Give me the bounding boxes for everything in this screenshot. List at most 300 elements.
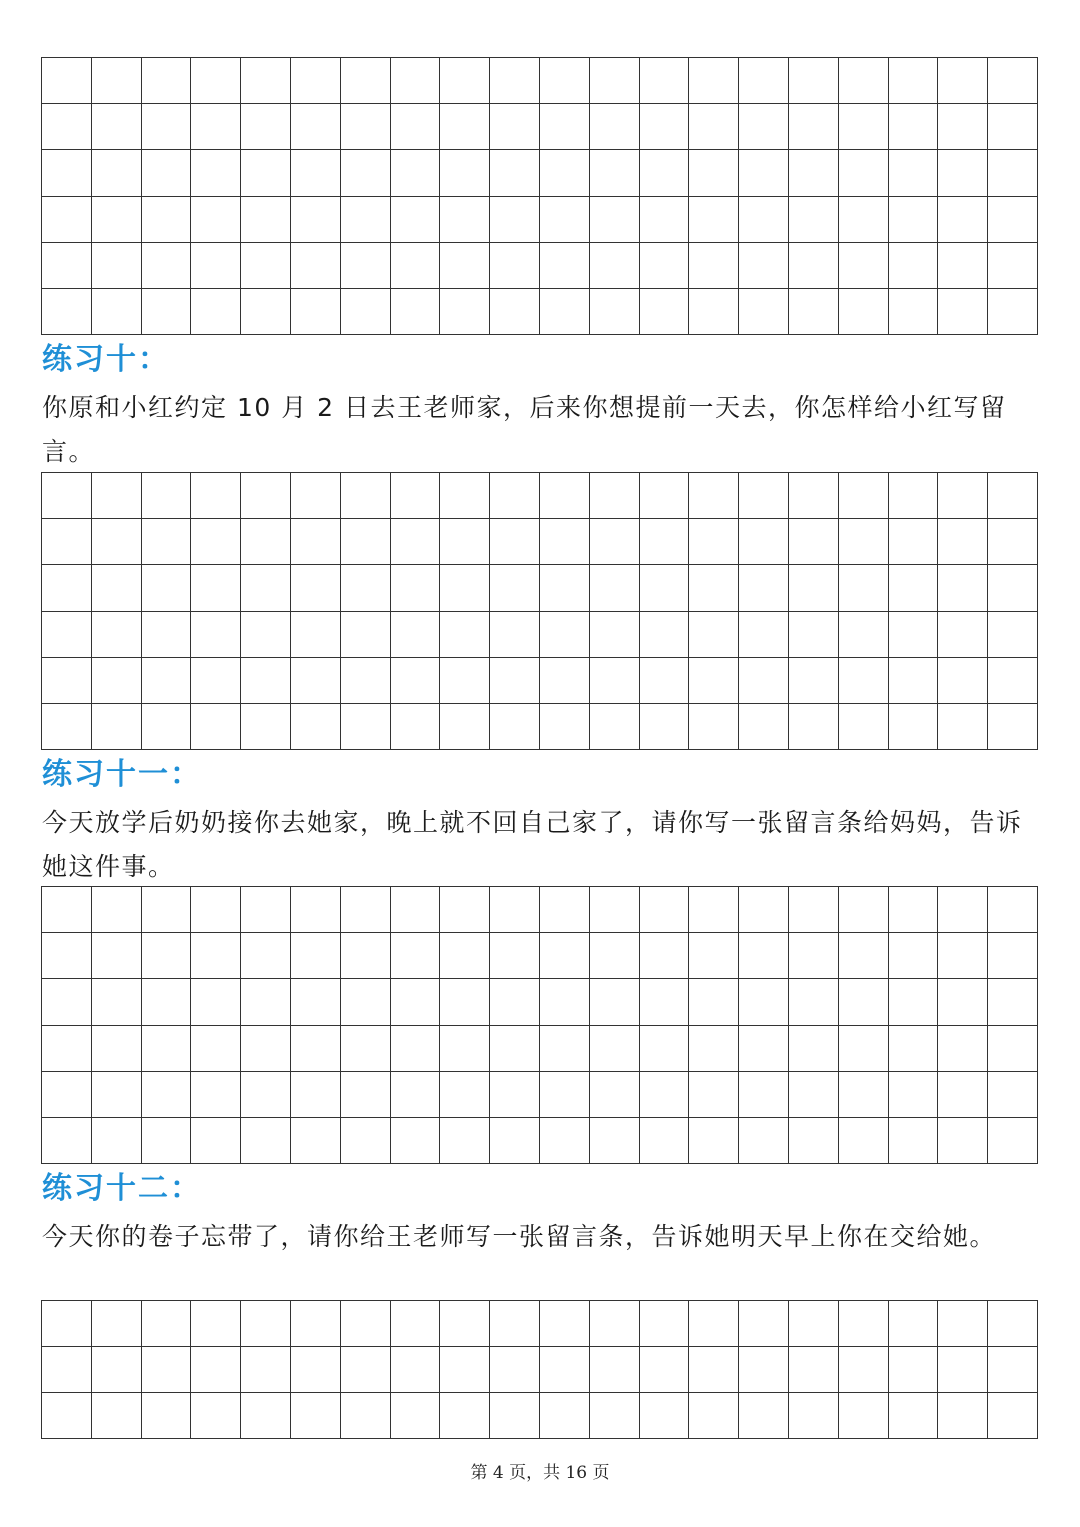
grid-cell[interactable]: [42, 1026, 92, 1072]
grid-cell[interactable]: [241, 1301, 291, 1347]
grid-cell[interactable]: [142, 150, 192, 196]
grid-cell[interactable]: [142, 1347, 192, 1393]
grid-cell[interactable]: [938, 243, 988, 289]
grid-cell[interactable]: [689, 243, 739, 289]
grid-cell[interactable]: [241, 197, 291, 243]
grid-cell[interactable]: [938, 289, 988, 335]
grid-cell[interactable]: [291, 565, 341, 611]
grid-cell[interactable]: [191, 150, 241, 196]
grid-cell[interactable]: [938, 979, 988, 1025]
grid-cell[interactable]: [391, 473, 441, 519]
grid-cell[interactable]: [540, 1393, 590, 1439]
grid-cell[interactable]: [640, 933, 690, 979]
grid-cell[interactable]: [341, 1301, 391, 1347]
grid-cell[interactable]: [241, 1026, 291, 1072]
grid-cell[interactable]: [341, 1347, 391, 1393]
grid-cell[interactable]: [988, 887, 1038, 933]
grid-cell[interactable]: [689, 473, 739, 519]
grid-cell[interactable]: [191, 1393, 241, 1439]
grid-cell[interactable]: [440, 933, 490, 979]
grid-cell[interactable]: [739, 1118, 789, 1164]
grid-cell[interactable]: [291, 1072, 341, 1118]
grid-cell[interactable]: [640, 1347, 690, 1393]
grid-cell[interactable]: [739, 658, 789, 704]
grid-cell[interactable]: [938, 658, 988, 704]
grid-cell[interactable]: [241, 58, 291, 104]
grid-cell[interactable]: [341, 612, 391, 658]
grid-cell[interactable]: [191, 658, 241, 704]
grid-cell[interactable]: [889, 1118, 939, 1164]
grid-cell[interactable]: [142, 1072, 192, 1118]
grid-cell[interactable]: [191, 104, 241, 150]
grid-cell[interactable]: [341, 979, 391, 1025]
grid-cell[interactable]: [391, 243, 441, 289]
grid-cell[interactable]: [241, 887, 291, 933]
grid-cell[interactable]: [291, 704, 341, 750]
grid-cell[interactable]: [42, 612, 92, 658]
grid-cell[interactable]: [590, 243, 640, 289]
grid-cell[interactable]: [440, 104, 490, 150]
grid-cell[interactable]: [490, 612, 540, 658]
grid-cell[interactable]: [440, 565, 490, 611]
grid-cell[interactable]: [889, 1301, 939, 1347]
grid-cell[interactable]: [341, 704, 391, 750]
grid-cell[interactable]: [789, 1347, 839, 1393]
grid-cell[interactable]: [739, 1072, 789, 1118]
grid-cell[interactable]: [739, 887, 789, 933]
grid-cell[interactable]: [191, 289, 241, 335]
grid-cell[interactable]: [291, 197, 341, 243]
grid-cell[interactable]: [739, 243, 789, 289]
grid-cell[interactable]: [142, 1393, 192, 1439]
grid-cell[interactable]: [839, 979, 889, 1025]
grid-cell[interactable]: [789, 658, 839, 704]
grid-cell[interactable]: [590, 1026, 640, 1072]
grid-cell[interactable]: [640, 243, 690, 289]
grid-cell[interactable]: [42, 1072, 92, 1118]
grid-cell[interactable]: [142, 658, 192, 704]
grid-cell[interactable]: [92, 704, 142, 750]
grid-cell[interactable]: [92, 1026, 142, 1072]
grid-cell[interactable]: [889, 473, 939, 519]
grid-cell[interactable]: [440, 658, 490, 704]
grid-cell[interactable]: [988, 1072, 1038, 1118]
grid-cell[interactable]: [241, 473, 291, 519]
grid-cell[interactable]: [540, 1301, 590, 1347]
grid-cell[interactable]: [938, 704, 988, 750]
grid-cell[interactable]: [540, 519, 590, 565]
grid-cell[interactable]: [42, 1301, 92, 1347]
grid-cell[interactable]: [540, 612, 590, 658]
grid-cell[interactable]: [42, 58, 92, 104]
grid-cell[interactable]: [739, 197, 789, 243]
grid-cell[interactable]: [241, 150, 291, 196]
grid-cell[interactable]: [490, 1072, 540, 1118]
grid-cell[interactable]: [839, 1393, 889, 1439]
grid-cell[interactable]: [490, 1118, 540, 1164]
grid-cell[interactable]: [391, 704, 441, 750]
grid-cell[interactable]: [42, 197, 92, 243]
grid-cell[interactable]: [839, 243, 889, 289]
grid-cell[interactable]: [92, 1301, 142, 1347]
grid-cell[interactable]: [739, 519, 789, 565]
grid-cell[interactable]: [889, 1347, 939, 1393]
grid-cell[interactable]: [191, 58, 241, 104]
grid-cell[interactable]: [490, 1026, 540, 1072]
grid-cell[interactable]: [789, 887, 839, 933]
grid-cell[interactable]: [490, 1301, 540, 1347]
grid-cell[interactable]: [142, 58, 192, 104]
grid-cell[interactable]: [241, 243, 291, 289]
writing-grid-exercise-10[interactable]: [41, 472, 1038, 750]
grid-cell[interactable]: [191, 1026, 241, 1072]
grid-cell[interactable]: [889, 979, 939, 1025]
grid-cell[interactable]: [490, 473, 540, 519]
grid-cell[interactable]: [191, 887, 241, 933]
grid-cell[interactable]: [640, 612, 690, 658]
grid-cell[interactable]: [839, 519, 889, 565]
grid-cell[interactable]: [640, 58, 690, 104]
grid-cell[interactable]: [291, 1347, 341, 1393]
grid-cell[interactable]: [889, 704, 939, 750]
grid-cell[interactable]: [889, 104, 939, 150]
grid-cell[interactable]: [490, 979, 540, 1025]
grid-cell[interactable]: [490, 519, 540, 565]
grid-cell[interactable]: [241, 612, 291, 658]
grid-cell[interactable]: [440, 1072, 490, 1118]
grid-cell[interactable]: [440, 150, 490, 196]
grid-cell[interactable]: [540, 1118, 590, 1164]
grid-cell[interactable]: [689, 704, 739, 750]
grid-cell[interactable]: [789, 1118, 839, 1164]
grid-cell[interactable]: [640, 979, 690, 1025]
grid-cell[interactable]: [938, 565, 988, 611]
grid-cell[interactable]: [490, 887, 540, 933]
grid-cell[interactable]: [689, 1347, 739, 1393]
grid-cell[interactable]: [839, 473, 889, 519]
grid-cell[interactable]: [291, 473, 341, 519]
grid-cell[interactable]: [241, 1118, 291, 1164]
grid-cell[interactable]: [988, 58, 1038, 104]
grid-cell[interactable]: [92, 473, 142, 519]
grid-cell[interactable]: [739, 473, 789, 519]
grid-cell[interactable]: [689, 1118, 739, 1164]
grid-cell[interactable]: [92, 1347, 142, 1393]
grid-cell[interactable]: [142, 704, 192, 750]
grid-cell[interactable]: [142, 933, 192, 979]
grid-cell[interactable]: [540, 197, 590, 243]
grid-cell[interactable]: [689, 1301, 739, 1347]
grid-cell[interactable]: [839, 1118, 889, 1164]
grid-cell[interactable]: [92, 197, 142, 243]
grid-cell[interactable]: [142, 197, 192, 243]
grid-cell[interactable]: [938, 612, 988, 658]
grid-cell[interactable]: [291, 243, 341, 289]
grid-cell[interactable]: [391, 1118, 441, 1164]
grid-cell[interactable]: [889, 612, 939, 658]
grid-cell[interactable]: [689, 1393, 739, 1439]
grid-cell[interactable]: [988, 289, 1038, 335]
grid-cell[interactable]: [241, 1393, 291, 1439]
grid-cell[interactable]: [590, 1301, 640, 1347]
grid-cell[interactable]: [839, 704, 889, 750]
grid-cell[interactable]: [540, 704, 590, 750]
grid-cell[interactable]: [142, 887, 192, 933]
grid-cell[interactable]: [640, 887, 690, 933]
grid-cell[interactable]: [988, 1301, 1038, 1347]
grid-cell[interactable]: [839, 565, 889, 611]
grid-cell[interactable]: [92, 243, 142, 289]
grid-cell[interactable]: [191, 473, 241, 519]
grid-cell[interactable]: [640, 197, 690, 243]
grid-cell[interactable]: [391, 1393, 441, 1439]
grid-cell[interactable]: [689, 1072, 739, 1118]
grid-cell[interactable]: [540, 289, 590, 335]
grid-cell[interactable]: [391, 58, 441, 104]
grid-cell[interactable]: [490, 1393, 540, 1439]
grid-cell[interactable]: [191, 704, 241, 750]
grid-cell[interactable]: [590, 979, 640, 1025]
grid-cell[interactable]: [789, 473, 839, 519]
grid-cell[interactable]: [291, 289, 341, 335]
grid-cell[interactable]: [42, 658, 92, 704]
grid-cell[interactable]: [739, 933, 789, 979]
grid-cell[interactable]: [739, 704, 789, 750]
grid-cell[interactable]: [291, 58, 341, 104]
grid-cell[interactable]: [92, 658, 142, 704]
grid-cell[interactable]: [92, 1072, 142, 1118]
grid-cell[interactable]: [938, 519, 988, 565]
grid-cell[interactable]: [490, 704, 540, 750]
grid-cell[interactable]: [689, 289, 739, 335]
grid-cell[interactable]: [689, 979, 739, 1025]
grid-cell[interactable]: [191, 519, 241, 565]
grid-cell[interactable]: [92, 612, 142, 658]
grid-cell[interactable]: [490, 243, 540, 289]
grid-cell[interactable]: [341, 1393, 391, 1439]
grid-cell[interactable]: [988, 243, 1038, 289]
grid-cell[interactable]: [889, 58, 939, 104]
grid-cell[interactable]: [839, 1347, 889, 1393]
grid-cell[interactable]: [341, 658, 391, 704]
grid-cell[interactable]: [640, 1026, 690, 1072]
grid-cell[interactable]: [839, 197, 889, 243]
grid-cell[interactable]: [540, 1347, 590, 1393]
grid-cell[interactable]: [42, 704, 92, 750]
grid-cell[interactable]: [789, 565, 839, 611]
grid-cell[interactable]: [42, 473, 92, 519]
grid-cell[interactable]: [938, 58, 988, 104]
grid-cell[interactable]: [241, 519, 291, 565]
grid-cell[interactable]: [640, 658, 690, 704]
grid-cell[interactable]: [291, 612, 341, 658]
grid-cell[interactable]: [391, 150, 441, 196]
grid-cell[interactable]: [291, 104, 341, 150]
grid-cell[interactable]: [391, 887, 441, 933]
grid-cell[interactable]: [590, 104, 640, 150]
grid-cell[interactable]: [988, 979, 1038, 1025]
grid-cell[interactable]: [739, 1026, 789, 1072]
grid-cell[interactable]: [92, 150, 142, 196]
grid-cell[interactable]: [142, 473, 192, 519]
grid-cell[interactable]: [142, 979, 192, 1025]
grid-cell[interactable]: [540, 1072, 590, 1118]
grid-cell[interactable]: [889, 519, 939, 565]
grid-cell[interactable]: [988, 519, 1038, 565]
grid-cell[interactable]: [391, 612, 441, 658]
grid-cell[interactable]: [241, 979, 291, 1025]
grid-cell[interactable]: [889, 565, 939, 611]
grid-cell[interactable]: [490, 565, 540, 611]
writing-grid-top[interactable]: [41, 57, 1038, 335]
grid-cell[interactable]: [839, 1026, 889, 1072]
grid-cell[interactable]: [391, 658, 441, 704]
grid-cell[interactable]: [241, 704, 291, 750]
grid-cell[interactable]: [590, 565, 640, 611]
grid-cell[interactable]: [789, 519, 839, 565]
grid-cell[interactable]: [440, 243, 490, 289]
grid-cell[interactable]: [191, 1347, 241, 1393]
grid-cell[interactable]: [988, 473, 1038, 519]
grid-cell[interactable]: [540, 1026, 590, 1072]
grid-cell[interactable]: [590, 197, 640, 243]
grid-cell[interactable]: [938, 887, 988, 933]
grid-cell[interactable]: [689, 887, 739, 933]
grid-cell[interactable]: [440, 1026, 490, 1072]
grid-cell[interactable]: [92, 104, 142, 150]
grid-cell[interactable]: [490, 150, 540, 196]
grid-cell[interactable]: [291, 658, 341, 704]
grid-cell[interactable]: [789, 58, 839, 104]
grid-cell[interactable]: [739, 979, 789, 1025]
grid-cell[interactable]: [540, 473, 590, 519]
grid-cell[interactable]: [142, 612, 192, 658]
grid-cell[interactable]: [291, 1301, 341, 1347]
grid-cell[interactable]: [92, 933, 142, 979]
grid-cell[interactable]: [241, 565, 291, 611]
grid-cell[interactable]: [739, 1393, 789, 1439]
grid-cell[interactable]: [391, 1072, 441, 1118]
grid-cell[interactable]: [689, 933, 739, 979]
grid-cell[interactable]: [142, 1026, 192, 1072]
grid-cell[interactable]: [640, 1118, 690, 1164]
grid-cell[interactable]: [92, 565, 142, 611]
grid-cell[interactable]: [889, 243, 939, 289]
grid-cell[interactable]: [291, 519, 341, 565]
grid-cell[interactable]: [789, 979, 839, 1025]
grid-cell[interactable]: [490, 197, 540, 243]
grid-cell[interactable]: [142, 519, 192, 565]
grid-cell[interactable]: [391, 1347, 441, 1393]
grid-cell[interactable]: [191, 612, 241, 658]
grid-cell[interactable]: [988, 1393, 1038, 1439]
grid-cell[interactable]: [92, 1393, 142, 1439]
grid-cell[interactable]: [988, 658, 1038, 704]
grid-cell[interactable]: [42, 933, 92, 979]
grid-cell[interactable]: [640, 104, 690, 150]
grid-cell[interactable]: [440, 1301, 490, 1347]
grid-cell[interactable]: [640, 1072, 690, 1118]
grid-cell[interactable]: [590, 612, 640, 658]
grid-cell[interactable]: [590, 658, 640, 704]
grid-cell[interactable]: [490, 658, 540, 704]
grid-cell[interactable]: [42, 1347, 92, 1393]
grid-cell[interactable]: [92, 289, 142, 335]
grid-cell[interactable]: [440, 519, 490, 565]
grid-cell[interactable]: [490, 933, 540, 979]
grid-cell[interactable]: [191, 933, 241, 979]
grid-cell[interactable]: [341, 243, 391, 289]
grid-cell[interactable]: [92, 887, 142, 933]
grid-cell[interactable]: [42, 565, 92, 611]
writing-grid-exercise-11[interactable]: [41, 886, 1038, 1164]
grid-cell[interactable]: [590, 887, 640, 933]
grid-cell[interactable]: [739, 565, 789, 611]
grid-cell[interactable]: [540, 243, 590, 289]
grid-cell[interactable]: [341, 1072, 391, 1118]
grid-cell[interactable]: [191, 243, 241, 289]
grid-cell[interactable]: [142, 104, 192, 150]
grid-cell[interactable]: [391, 519, 441, 565]
grid-cell[interactable]: [938, 104, 988, 150]
grid-cell[interactable]: [988, 565, 1038, 611]
grid-cell[interactable]: [889, 197, 939, 243]
grid-cell[interactable]: [689, 150, 739, 196]
grid-cell[interactable]: [739, 1301, 789, 1347]
grid-cell[interactable]: [341, 104, 391, 150]
grid-cell[interactable]: [590, 1393, 640, 1439]
grid-cell[interactable]: [789, 1301, 839, 1347]
grid-cell[interactable]: [191, 1072, 241, 1118]
grid-cell[interactable]: [988, 150, 1038, 196]
grid-cell[interactable]: [92, 1118, 142, 1164]
grid-cell[interactable]: [341, 289, 391, 335]
grid-cell[interactable]: [341, 473, 391, 519]
grid-cell[interactable]: [341, 519, 391, 565]
grid-cell[interactable]: [988, 1026, 1038, 1072]
grid-cell[interactable]: [341, 197, 391, 243]
grid-cell[interactable]: [391, 565, 441, 611]
grid-cell[interactable]: [739, 58, 789, 104]
grid-cell[interactable]: [938, 1072, 988, 1118]
grid-cell[interactable]: [440, 704, 490, 750]
grid-cell[interactable]: [640, 1301, 690, 1347]
grid-cell[interactable]: [42, 1118, 92, 1164]
grid-cell[interactable]: [689, 519, 739, 565]
grid-cell[interactable]: [739, 289, 789, 335]
grid-cell[interactable]: [440, 289, 490, 335]
grid-cell[interactable]: [689, 565, 739, 611]
grid-cell[interactable]: [490, 104, 540, 150]
grid-cell[interactable]: [142, 243, 192, 289]
grid-cell[interactable]: [839, 658, 889, 704]
grid-cell[interactable]: [291, 1118, 341, 1164]
grid-cell[interactable]: [391, 197, 441, 243]
grid-cell[interactable]: [889, 1393, 939, 1439]
grid-cell[interactable]: [789, 289, 839, 335]
grid-cell[interactable]: [540, 658, 590, 704]
grid-cell[interactable]: [689, 1026, 739, 1072]
grid-cell[interactable]: [640, 1393, 690, 1439]
grid-cell[interactable]: [341, 58, 391, 104]
grid-cell[interactable]: [839, 1072, 889, 1118]
grid-cell[interactable]: [590, 289, 640, 335]
grid-cell[interactable]: [839, 58, 889, 104]
grid-cell[interactable]: [889, 933, 939, 979]
grid-cell[interactable]: [291, 979, 341, 1025]
grid-cell[interactable]: [42, 887, 92, 933]
grid-cell[interactable]: [889, 1072, 939, 1118]
